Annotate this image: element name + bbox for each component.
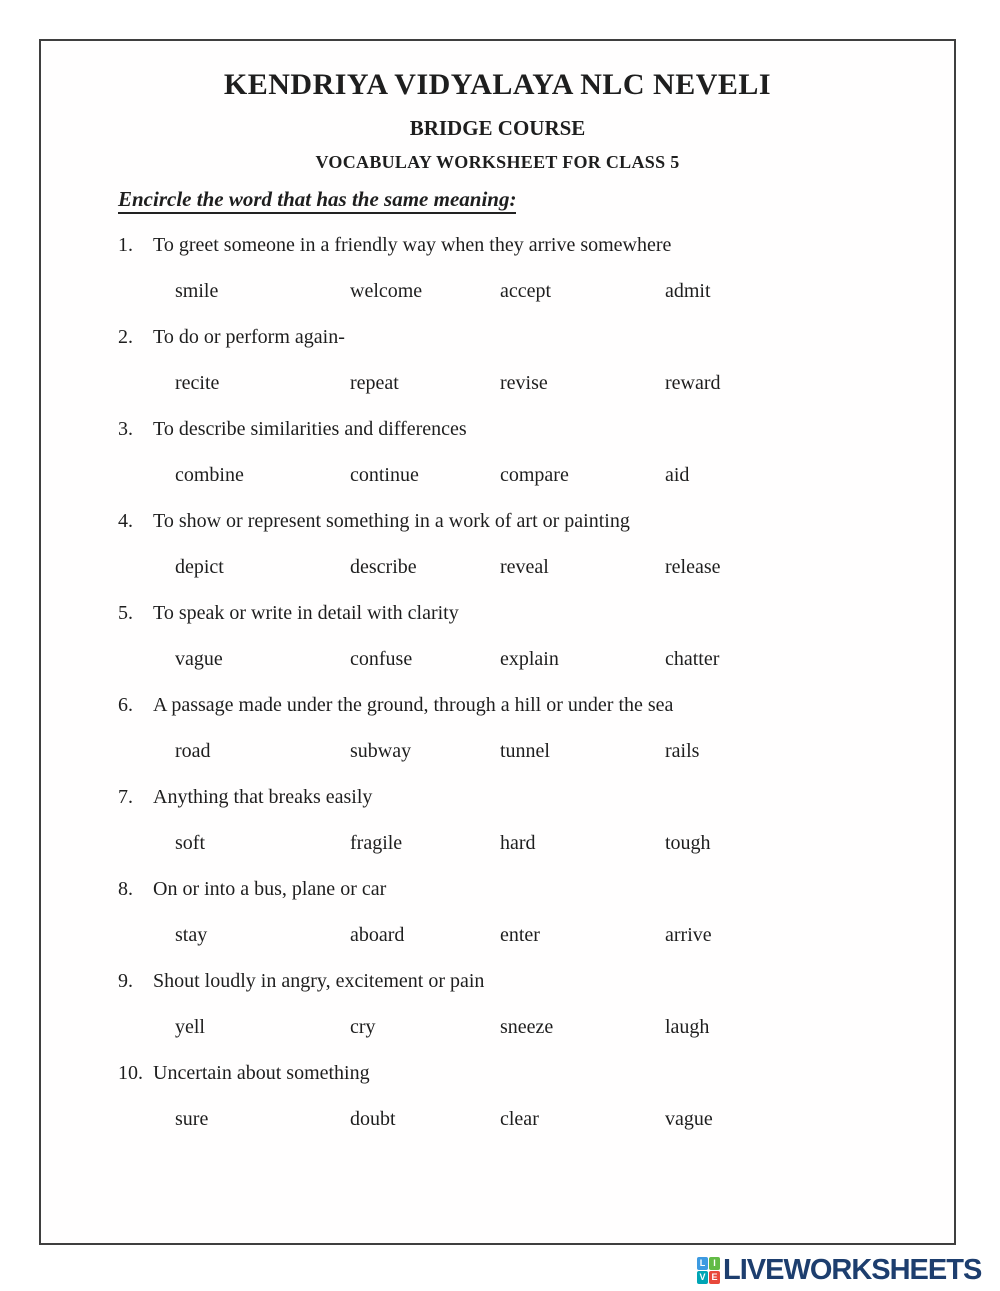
course-title: BRIDGE COURSE <box>409 116 586 140</box>
answer-option[interactable]: combine <box>175 464 244 486</box>
answer-option[interactable]: doubt <box>350 1108 396 1130</box>
question-prompt: A passage made under the ground, through a hill or under the sea <box>153 694 674 716</box>
answer-option[interactable]: stay <box>175 924 208 946</box>
question-line <box>41 774 954 820</box>
instruction-heading <box>118 186 954 212</box>
question-line <box>41 866 954 912</box>
answer-option[interactable]: smile <box>175 280 219 302</box>
question-line <box>41 682 954 728</box>
question-prompt: To do or perform again- <box>153 326 345 348</box>
school-title: KENDRIYA VIDYALAYA NLC NEVELI <box>223 68 772 101</box>
question-line <box>41 590 954 636</box>
answer-options-row <box>175 820 954 866</box>
answer-option[interactable]: explain <box>500 648 559 670</box>
liveworksheets-logo[interactable] <box>697 1254 981 1287</box>
answer-options-row <box>175 1004 954 1050</box>
logo-square-v: V <box>697 1271 708 1284</box>
answer-option[interactable]: enter <box>500 924 540 946</box>
answer-options-row <box>175 728 954 774</box>
answer-option[interactable]: vague <box>665 1108 713 1130</box>
answer-option[interactable]: yell <box>175 1016 205 1038</box>
question-number: 10. <box>118 1062 143 1084</box>
question-number: 3. <box>118 418 133 440</box>
question-line <box>41 222 954 268</box>
answer-option[interactable]: vague <box>175 648 223 670</box>
logo-square-e: E <box>709 1271 720 1284</box>
answer-option[interactable]: subway <box>350 740 412 762</box>
question-item <box>41 774 954 866</box>
question-line <box>41 498 954 544</box>
answer-option[interactable]: revise <box>500 372 548 394</box>
question-line <box>41 314 954 360</box>
question-line <box>41 1050 954 1096</box>
question-number: 4. <box>118 510 133 532</box>
question-item <box>41 1050 954 1142</box>
question-item <box>41 958 954 1050</box>
answer-option[interactable]: describe <box>350 556 417 578</box>
answer-option[interactable]: laugh <box>665 1016 710 1038</box>
question-prompt: To speak or write in detail with clarity <box>153 602 459 624</box>
answer-options-row <box>175 1096 954 1142</box>
question-number: 6. <box>118 694 133 716</box>
liveworksheets-icon <box>697 1257 720 1284</box>
answer-option[interactable]: aboard <box>350 924 405 946</box>
worksheet-page-frame <box>39 39 956 1245</box>
answer-option[interactable]: recite <box>175 372 220 394</box>
answer-option[interactable]: road <box>175 740 211 762</box>
question-prompt: Anything that breaks easily <box>153 786 373 808</box>
question-item <box>41 590 954 682</box>
answer-options-row <box>175 912 954 958</box>
answer-option[interactable]: reveal <box>500 556 549 578</box>
answer-option[interactable]: repeat <box>350 372 399 394</box>
answer-option[interactable]: tough <box>665 832 711 854</box>
answer-option[interactable]: depict <box>175 556 224 578</box>
worksheet-title: VOCABULAY WORKSHEET FOR CLASS 5 <box>315 152 680 172</box>
question-prompt: To show or represent something in a work of art or painting <box>153 510 630 532</box>
answer-option[interactable]: fragile <box>350 832 403 854</box>
answer-option[interactable]: arrive <box>665 924 712 946</box>
answer-option[interactable]: welcome <box>350 280 423 302</box>
question-prompt: On or into a bus, plane or car <box>153 878 387 900</box>
question-item <box>41 406 954 498</box>
question-number: 8. <box>118 878 133 900</box>
question-prompt: Shout loudly in angry, excitement or pain <box>153 970 485 992</box>
logo-square-i: I <box>709 1257 720 1270</box>
question-number: 9. <box>118 970 133 992</box>
answer-options-row <box>175 636 954 682</box>
answer-option[interactable]: clear <box>500 1108 539 1130</box>
answer-option[interactable]: rails <box>665 740 700 762</box>
question-prompt: Uncertain about something <box>153 1062 370 1084</box>
question-item <box>41 222 954 314</box>
liveworksheets-wordmark: LIVEWORKSHEETS <box>723 1254 982 1286</box>
answer-option[interactable]: reward <box>665 372 721 394</box>
answer-option[interactable]: admit <box>665 280 711 302</box>
answer-option[interactable]: hard <box>500 832 536 854</box>
answer-option[interactable]: release <box>665 556 721 578</box>
answer-options-row <box>175 360 954 406</box>
question-item <box>41 314 954 406</box>
answer-option[interactable]: continue <box>350 464 419 486</box>
question-item <box>41 682 954 774</box>
question-prompt: To greet someone in a friendly way when they arrive somewhere <box>153 234 672 256</box>
answer-option[interactable]: accept <box>500 280 552 302</box>
answer-options-row <box>175 452 954 498</box>
answer-option[interactable]: chatter <box>665 648 720 670</box>
answer-option[interactable]: soft <box>175 832 205 854</box>
answer-option[interactable]: aid <box>665 464 690 486</box>
logo-square-l: L <box>697 1257 708 1270</box>
questions-list <box>41 222 954 1142</box>
question-item <box>41 498 954 590</box>
answer-option[interactable]: tunnel <box>500 740 550 762</box>
answer-option[interactable]: sure <box>175 1108 209 1130</box>
question-line <box>41 406 954 452</box>
question-number: 7. <box>118 786 133 808</box>
answer-option[interactable]: sneeze <box>500 1016 554 1038</box>
question-prompt: To describe similarities and differences <box>153 418 467 440</box>
answer-option[interactable]: cry <box>350 1016 376 1038</box>
answer-option[interactable]: compare <box>500 464 569 486</box>
question-item <box>41 866 954 958</box>
question-number: 1. <box>118 234 133 256</box>
answer-options-row <box>175 544 954 590</box>
question-number: 5. <box>118 602 133 624</box>
question-number: 2. <box>118 326 133 348</box>
instruction-text: Encircle the word that has the same meaning: <box>118 187 516 214</box>
answer-option[interactable]: confuse <box>350 648 413 670</box>
question-line <box>41 958 954 1004</box>
answer-options-row <box>175 268 954 314</box>
